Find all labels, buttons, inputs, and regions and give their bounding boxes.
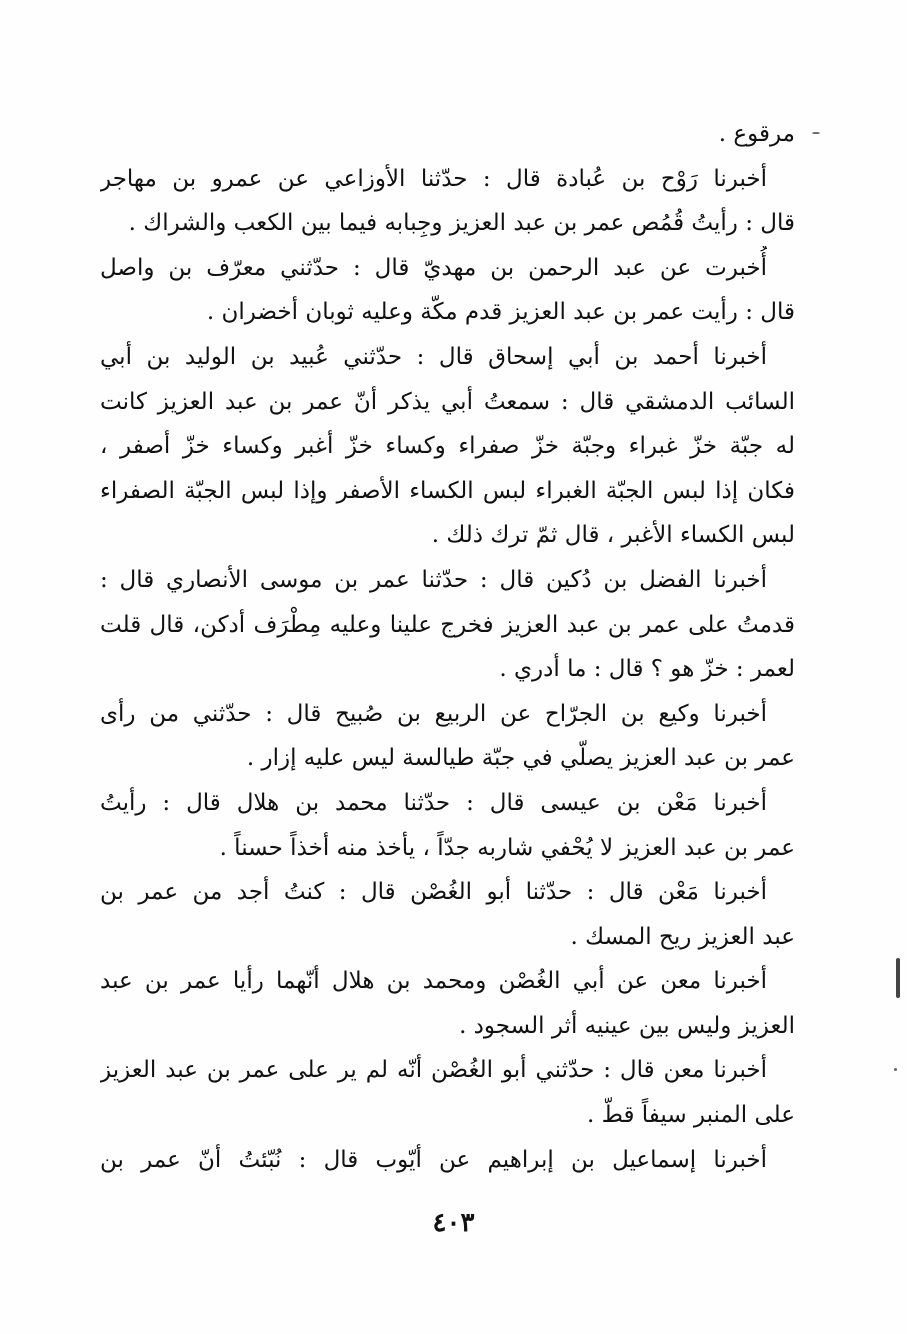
text-line: أخبرنا الفضل بن دُكين قال : حدّثنا عمر بن موسى الأنصاري قال :	[100, 566, 767, 593]
scan-edge-mark	[896, 958, 900, 998]
text-line: أخبرنا إسماعيل بن إبراهيم عن أيّوب قال : نُبّئتُ أنّ عمر بن	[100, 1146, 767, 1173]
text-line: قدمتُ على عمر بن عبد العزيز فخرج علينا وعليه مِطْرَف أدكن، قال قلت	[100, 611, 795, 638]
text-line: العزيز وليس بين عينيه أثر السجود .	[459, 1012, 795, 1039]
text-line: عمر بن عبد العزيز يصلّي في جبّة طيالسة ليس عليه إزار .	[246, 745, 795, 772]
text-line: قال : رأيت عمر بن عبد العزيز قدم مكّة وعليه ثوبان أخضران .	[206, 299, 795, 326]
text-line: أخبرنا أحمد بن أبي إسحاق قال : حدّثني عُبيد بن الوليد بن أبي	[100, 343, 767, 370]
text-line: له جبّة خزّ غبراء وجبّة خزّ صفراء وكساء خزّ أغبر وكساء خزّ أصفر ،	[100, 433, 795, 460]
page-number: ٤٠٣	[432, 1208, 475, 1238]
text-line: أخبرنا رَوْح بن عُبادة قال : حدّثنا الأوزاعي عن عمرو بن مهاجر	[100, 165, 767, 192]
text-line: أُخبرت عن عبد الرحمن بن مهديّ قال : حدّثني معرّف بن واصل	[100, 254, 767, 281]
body-text	[100, 112, 795, 1182]
text-line: قال : رأيتُ قُمُص عمر بن عبد العزيز وجِبابه فيما بين الكعب والشراك .	[128, 210, 795, 237]
text-line: لعمر : خزّ هو ؟ قال : ما أدري .	[499, 656, 795, 683]
text-line: أخبرنا مَعْن قال : حدّثنا أبو الغُصْن قال : كنتُ أجد من عمر بن	[100, 879, 767, 906]
text-line: عمر بن عبد العزيز لا يُحْفي شاربه جدّاً ، يأخذ منه أخذاً حسناً .	[219, 834, 795, 861]
text-line: لبس الكساء الأغبر ، قال ثمّ ترك ذلك .	[431, 522, 795, 549]
scan-speck	[894, 1068, 897, 1071]
text-line: أخبرنا مَعْن بن عيسى قال : حدّثنا محمد بن هلال قال : رأيتُ	[100, 789, 767, 816]
scan-speck	[812, 132, 820, 134]
text-line: على المنبر سيفاً قطّ .	[586, 1102, 795, 1129]
text-line: مرقوع .	[718, 121, 795, 147]
text-line: أخبرنا وكيع بن الجرّاح عن الربيع بن صُبيح قال : حدّثني من رأى	[100, 700, 767, 727]
text-line: فكان إذا لبس الجبّة الغبراء لبس الكساء الأصفر وإذا لبس الجبّة الصفراء	[100, 477, 795, 504]
text-line: عبد العزيز ريح المسك .	[570, 923, 795, 950]
text-line: السائب الدمشقي قال : سمعتُ أبي يذكر أنّ عمر بن عبد العزيز كانت	[100, 388, 795, 415]
text-line: أخبرنا معن قال : حدّثني أبو الغُصْن أنّه لم ير على عمر بن عبد العزيز	[100, 1057, 767, 1084]
text-line: أخبرنا معن عن أبي الغُصْن ومحمد بن هلال أنّهما رأيا عمر بن عبد	[100, 968, 767, 995]
